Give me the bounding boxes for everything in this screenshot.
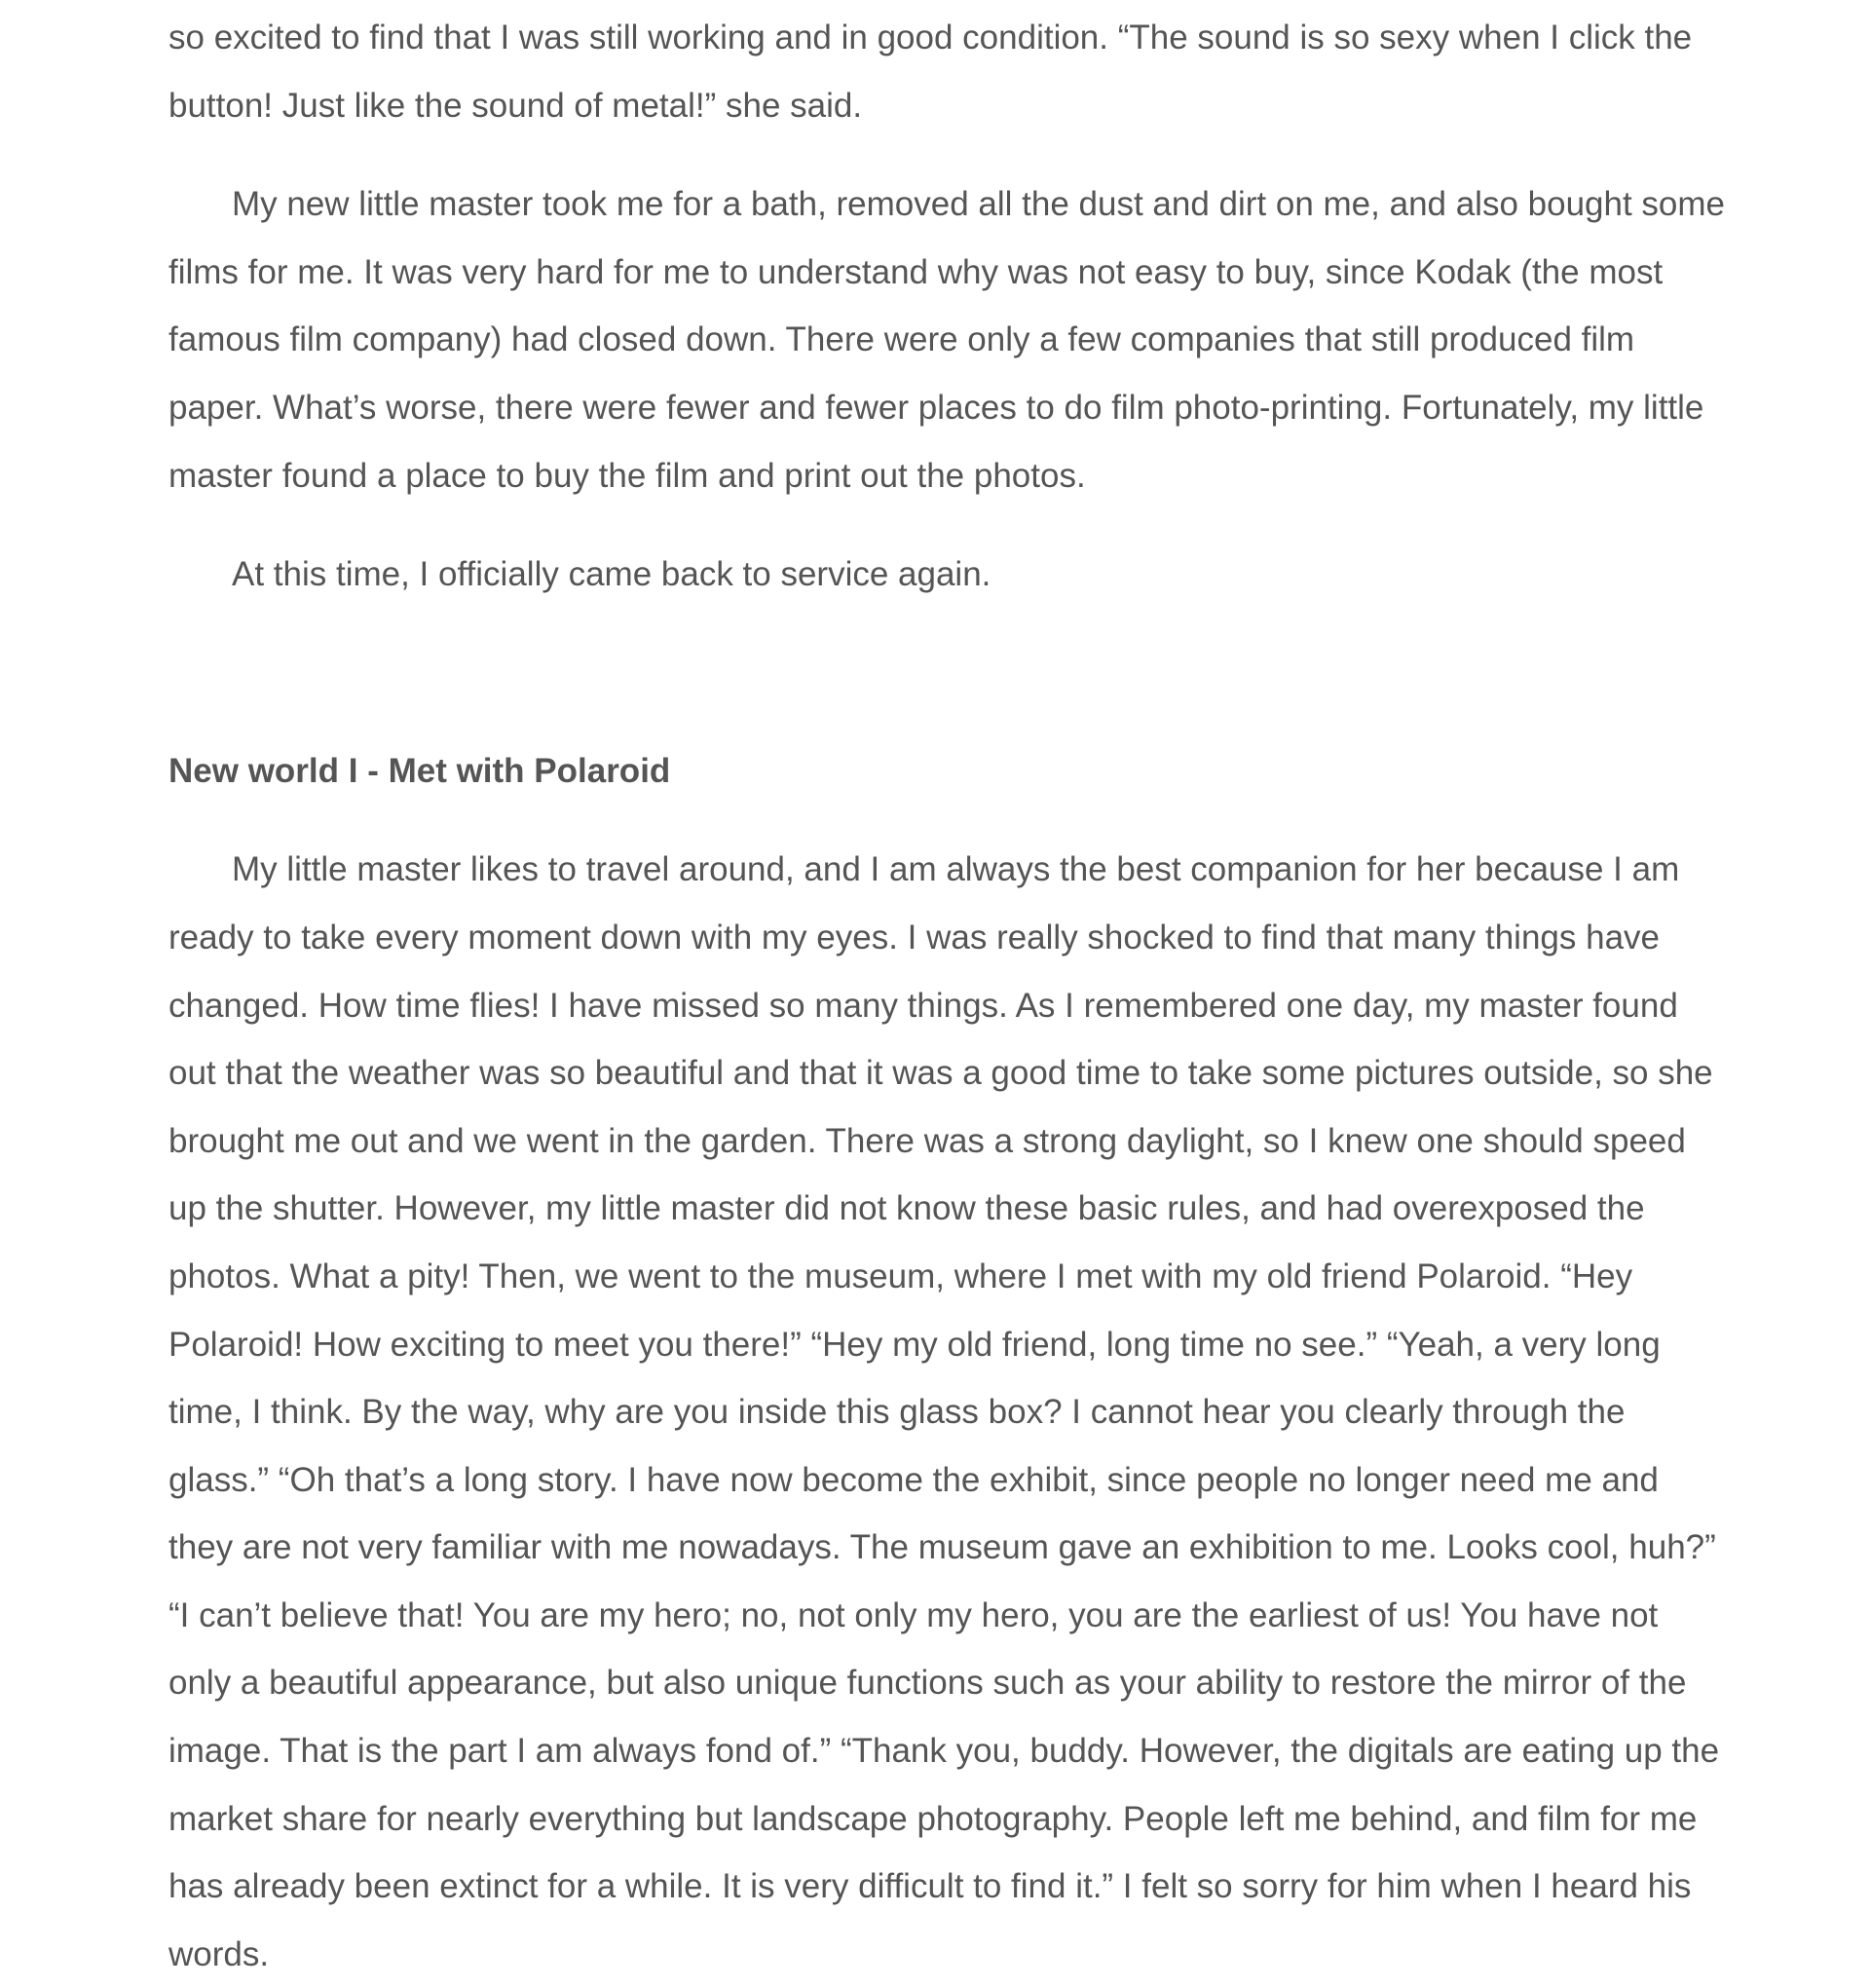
- paragraph-service: At this time, I officially came back to service again.: [232, 555, 991, 594]
- document-page: [168, 0, 1727, 1988]
- paragraph-bath: My new little master took me for a bath, removed all the dust and dirt on me, and also bought some films for me. It was very hard for me to understand why was not easy to buy, since Kodak (the most famous film company) had closed down. There were only a few companies that still produced film paper. What’s worse, there were fewer and fewer places to do film photo-printing. Fortunately, my little master found a place to buy the film and print out the photos.: [168, 185, 1726, 495]
- section-heading: New world I - Met with Polaroid: [168, 751, 671, 790]
- paragraph-continued: so excited to find that I was still working and in good condition. “The sound is so sexy when I click the button! Just like the sound of metal!” she said.: [168, 19, 1693, 125]
- paragraph-polaroid: My little master likes to travel around, and I am always the best companion for her because I am ready to take every moment down with my eyes. I was really shocked to find that many things have changed. How time flies! I have missed so many things. As I remembered one day, my master found out that the weather was so beautiful and that it was a good time to take some pictures outside, so she brought me out and we went in the garden. There was a strong daylight, so I knew one should speed up the shutter. However, my little master did not know these basic rules, and had overexposed the photos. What a pity! Then, we went to the museum, where I met with my old friend Polaroid. “Hey Polaroid! How exciting to meet you there!” “Hey my old friend, long time no see.” “Yeah, a very long time, I think. By the way, why are you inside this glass box? I cannot hear you clearly through the glass.” “Oh that’s a long story. I have now become the exhibit, since people no longer need me and they are not very familiar with me nowadays. The museum gave an exhibition to me. Looks cool, huh?” “I can’t believe that! You are my hero; no, not only my hero, you are the earliest of us! You have not only a beautiful appearance, but also unique functions such as your ability to restore the mirror of the image. That is the part I am always fond of.” “Thank you, buddy. However, the digitals are eating up the market share for nearly everything but landscape photography. People left me behind, and film for me has already been extinct for a while. It is very difficult to find it.” I felt so sorry for him when I heard his words.: [168, 850, 1720, 1973]
